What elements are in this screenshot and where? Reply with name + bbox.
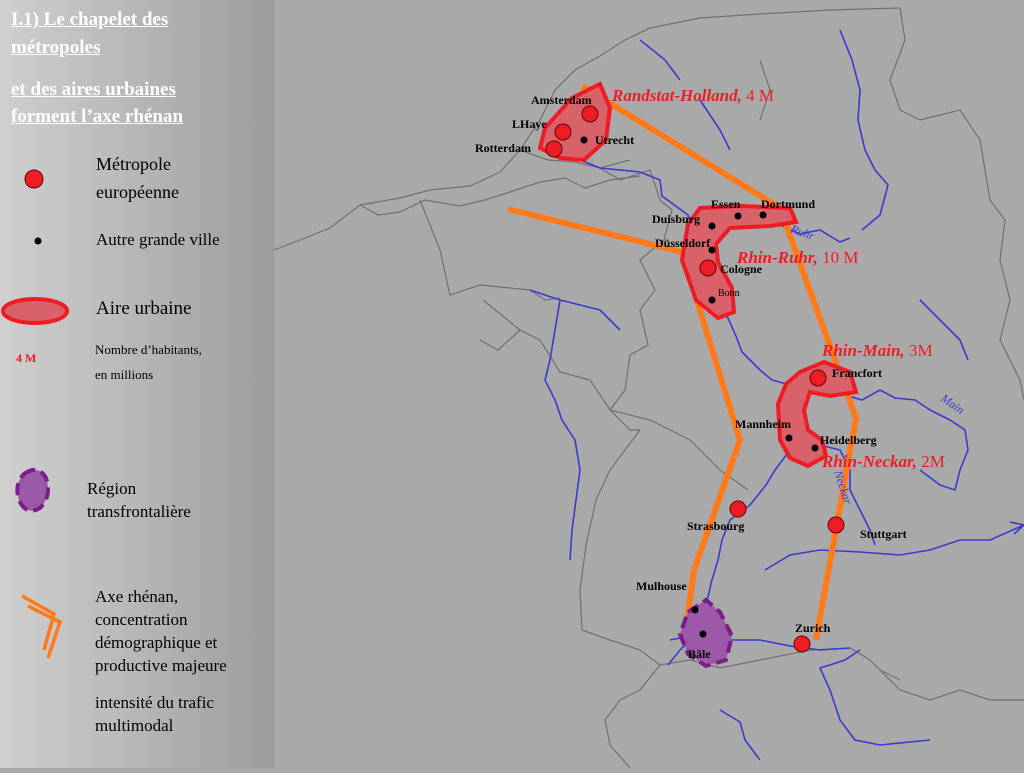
legend-region-1: Région bbox=[87, 479, 137, 498]
label-heidelberg: Heidelberg bbox=[820, 433, 877, 447]
city-essen bbox=[735, 213, 742, 220]
axis-symbol bbox=[22, 596, 54, 650]
legend-axe-3: démographique et bbox=[95, 633, 218, 652]
label-rotterdam: Rotterdam bbox=[475, 141, 531, 155]
legend-nb-hab-2: en millions bbox=[95, 367, 154, 382]
title-line-3: et des aires urbaines bbox=[11, 79, 176, 100]
svg-text:Rhin-Main, 3M bbox=[821, 341, 933, 360]
svg-text:Rhin-Neckar, 2M bbox=[821, 452, 945, 471]
legend-aire-urbaine: Aire urbaine bbox=[96, 298, 192, 319]
metropole-symbol bbox=[25, 170, 43, 188]
label-rhinmain-pop: 3M bbox=[908, 341, 933, 360]
metropole-francfort bbox=[810, 370, 826, 386]
metropole-stuttgart bbox=[828, 517, 844, 533]
legend-panel bbox=[0, 0, 274, 768]
city-mulhouse bbox=[692, 607, 699, 614]
label-mulhouse: Mulhouse bbox=[636, 579, 687, 593]
label-lhaye: LHaye bbox=[512, 117, 547, 131]
city-duisburg bbox=[709, 223, 716, 230]
legend-axe-4: productive majeure bbox=[95, 656, 227, 675]
city-symbol bbox=[35, 238, 42, 245]
label-strasbourg: Strasbourg bbox=[687, 519, 745, 533]
label-amsterdam: Amsterdam bbox=[531, 93, 592, 107]
legend-axe-1: Axe rhénan, bbox=[95, 587, 179, 606]
map-svg bbox=[274, 0, 1024, 768]
city-mannheim bbox=[786, 435, 793, 442]
label-stuttgart: Stuttgart bbox=[860, 527, 907, 541]
label-utrecht: Utrecht bbox=[595, 133, 635, 147]
city-bonn bbox=[709, 297, 716, 304]
label-randstad-pop: 4 M bbox=[746, 86, 775, 105]
label-zurich: Zurich bbox=[795, 621, 831, 635]
legend-sample-value: 4 M bbox=[16, 351, 37, 365]
label-rhinruhr-name: Rhin-Ruhr, bbox=[737, 248, 818, 267]
legend-metropole-2: européenne bbox=[96, 182, 179, 202]
urban-area-symbol bbox=[3, 299, 67, 323]
city-utrecht bbox=[581, 137, 588, 144]
city-dortmund bbox=[760, 212, 767, 219]
label-rhinneckar-pop: 2M bbox=[921, 452, 945, 471]
title-line-4: forment l’axe rhénan bbox=[11, 106, 184, 127]
metropole-strasbourg bbox=[730, 501, 746, 517]
legend-metropole-1: Métropole bbox=[96, 154, 171, 174]
metropole-cologne bbox=[700, 260, 716, 276]
label-mannheim: Mannheim bbox=[735, 417, 792, 431]
region-symbol bbox=[17, 470, 48, 511]
title-line-2: métropoles bbox=[11, 37, 101, 58]
metropole-lhaye bbox=[555, 124, 571, 140]
metropole-zurich bbox=[794, 636, 810, 652]
label-neckar: Neckar bbox=[831, 468, 856, 506]
label-ruhr: Ruhr bbox=[788, 221, 817, 244]
label-rhinmain-name: Rhin-Main, bbox=[822, 341, 905, 360]
label-main: Main bbox=[938, 390, 968, 417]
label-rhinneckar-name: Rhin-Neckar, bbox=[822, 452, 917, 471]
label-duisburg: Duisburg bbox=[652, 212, 701, 226]
legend-region-2: transfrontalière bbox=[87, 502, 191, 521]
metropole-amsterdam bbox=[582, 106, 598, 122]
label-cologne: Cologne bbox=[720, 262, 762, 276]
legend-trafic-2: multimodal bbox=[95, 716, 174, 735]
legend-trafic-1: intensité du trafic bbox=[95, 693, 214, 712]
label-randstad-name: Randstat-Holland, bbox=[612, 86, 742, 105]
label-bonn: Bonn bbox=[718, 288, 740, 299]
label-rhinruhr-pop: 10 M bbox=[822, 248, 859, 267]
legend-autre-ville: Autre grande ville bbox=[96, 230, 220, 249]
svg-text:Rhin-Ruhr, 10 M bbox=[736, 248, 858, 267]
label-bale: Bâle bbox=[688, 647, 711, 661]
legend-axe-2: concentration bbox=[95, 610, 188, 629]
metropole-rotterdam bbox=[546, 141, 562, 157]
title-line-1: I.1) Le chapelet des bbox=[11, 9, 169, 30]
label-francfort: Francfort bbox=[832, 366, 882, 380]
city-heidelberg bbox=[812, 445, 819, 452]
label-essen: Essen bbox=[711, 197, 741, 211]
label-dusseldorf: Düsseldorf bbox=[655, 236, 711, 250]
city-bale bbox=[700, 631, 707, 638]
label-dortmund: Dortmund bbox=[761, 197, 816, 211]
map-area bbox=[274, 0, 1024, 768]
svg-text:Randstat-Holland, 4 M bbox=[611, 86, 774, 105]
legend-nb-hab-1: Nombre d’habitants, bbox=[95, 342, 202, 357]
